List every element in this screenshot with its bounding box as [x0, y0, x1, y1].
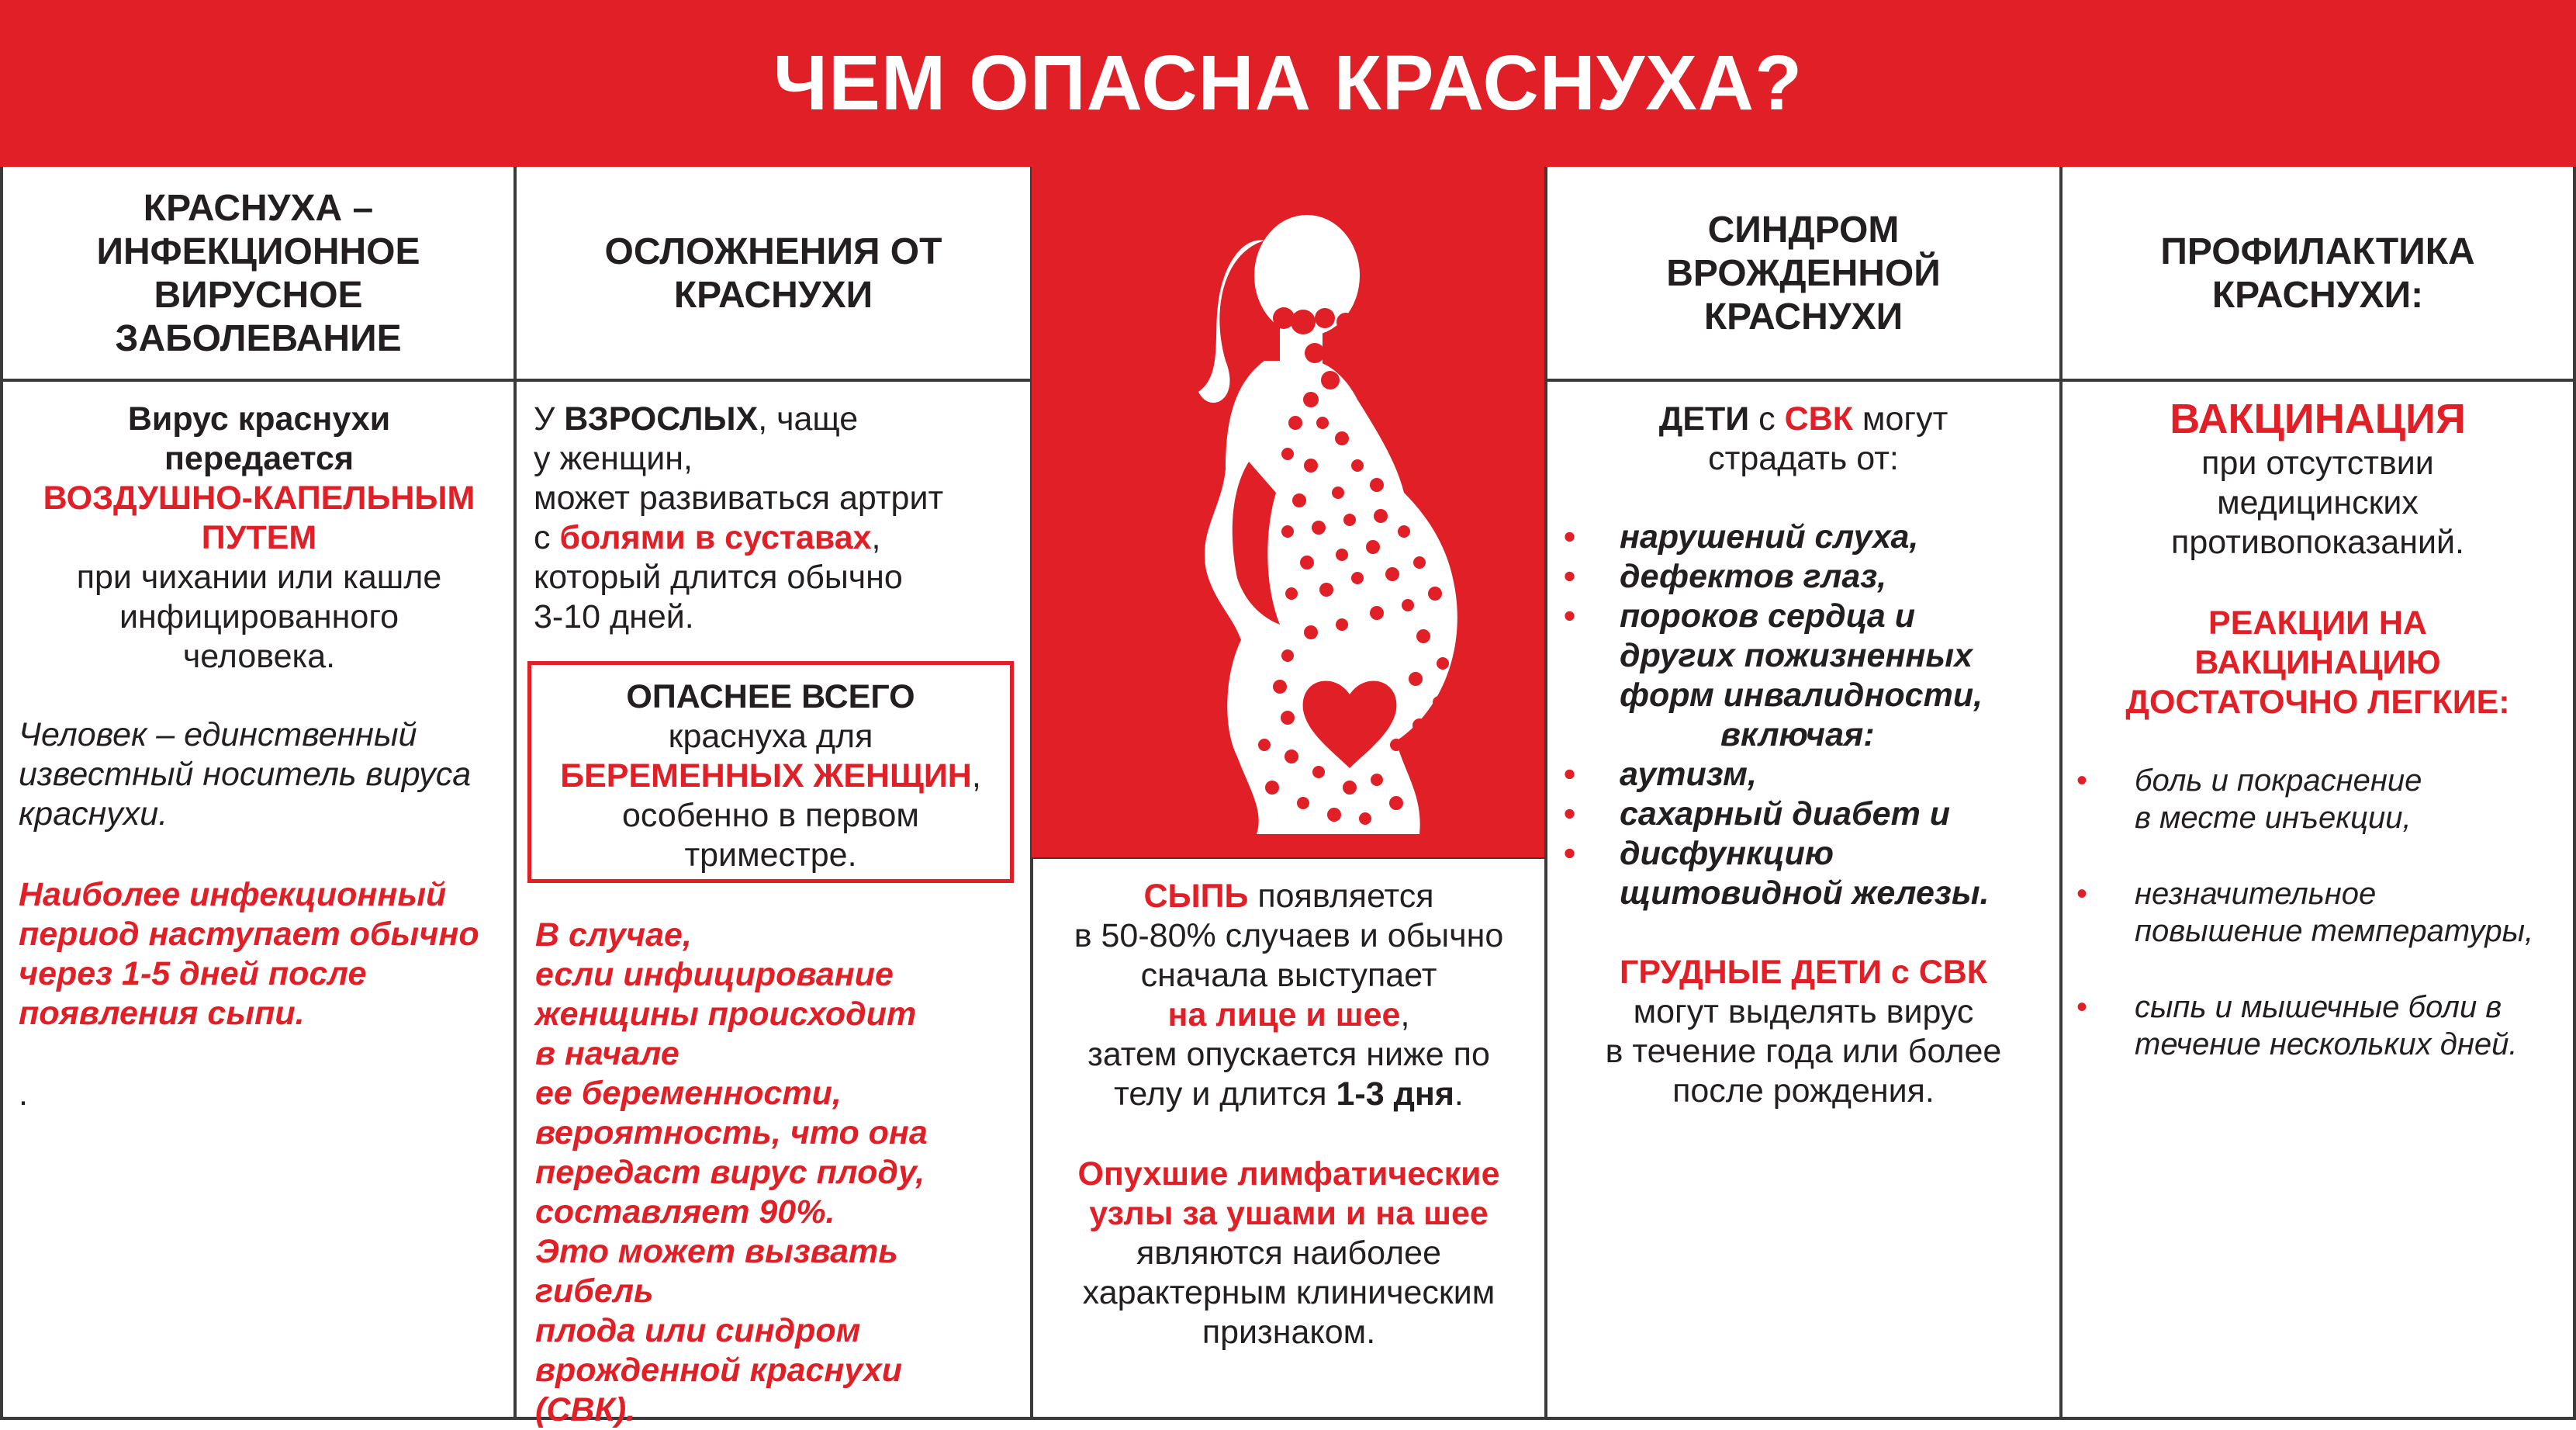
column-heading-prevention	[2063, 167, 2573, 380]
face-neck: на лице и шее	[1167, 996, 1401, 1034]
adults-bold: ВЗРОСЛЫХ	[564, 400, 759, 438]
text: ,	[1400, 996, 1410, 1034]
transmission-text	[8, 400, 510, 677]
crs-list	[1564, 518, 2054, 913]
rash-word: СЫПЬ	[1143, 878, 1249, 915]
text: .	[1454, 1075, 1464, 1113]
duration-line	[1035, 1075, 1543, 1114]
list-item	[1564, 755, 2054, 795]
text: затем опускается ниже по	[1087, 1036, 1490, 1073]
danger-title: ОПАСНЕЕ ВСЕГО	[626, 678, 915, 715]
dot-text: .	[19, 1075, 28, 1113]
lymph-nodes: Опухшие лимфатические узлы за ушами и на шее	[1077, 1155, 1500, 1232]
list-item	[1564, 518, 2054, 557]
list-item	[1564, 795, 2054, 834]
infectious-period-text: Наиболее инфекционный период наступает обычно через 1-5 дней после появления сыпи.	[19, 876, 479, 1032]
lymph-text	[1035, 1155, 1543, 1352]
list-item	[2076, 989, 2569, 1063]
text: у женщин,	[534, 440, 693, 477]
bullet-icon: •	[1564, 835, 1576, 872]
pain-line	[534, 518, 1022, 558]
list-item-text: незначительное повышение температуры,	[2135, 877, 2534, 948]
bullet-icon: •	[2076, 990, 2088, 1024]
heading-text: ПРОФИЛАКТИКА КРАСНУХИ:	[2160, 230, 2475, 316]
crs-abbr: СВК	[1784, 400, 1853, 438]
pregnant-line	[531, 757, 1010, 796]
text: телу и длится	[1114, 1075, 1336, 1113]
reactions-list	[2076, 762, 2569, 1063]
text: краснуха для	[668, 718, 873, 755]
crs-intro	[1547, 400, 2059, 479]
pregnancy-risk-text: В случае, если инфицирование женщины происходит в начале ее беременности, вероятность, что она передаст вирус плоду, составляет 90%. Это может вызвать гибель плода или синдром врожденной краснухи (СВК).	[535, 916, 928, 1428]
heading-text: СИНДРОМ ВРОЖДЕННОЙ КРАСНУХИ	[1666, 209, 1941, 338]
adults-line1	[534, 400, 1022, 439]
heading-text: ОСЛОЖНЕНИЯ ОТ КРАСНУХИ	[604, 230, 942, 316]
bullet-icon: •	[1564, 558, 1576, 595]
text: ,	[971, 757, 981, 795]
text: ,	[871, 519, 881, 556]
column-heading-complications	[517, 167, 1030, 380]
bullet-icon: •	[1564, 518, 1576, 556]
including-label: включая:	[1720, 716, 1875, 753]
list-item-text: аутизм,	[1620, 756, 1757, 793]
list-item	[1564, 597, 2054, 715]
list-item-text: дефектов глаз,	[1620, 558, 1887, 595]
bullet-icon: •	[1564, 597, 1576, 635]
carrier-text: Человек – единственный известный носитель вируса краснухи.	[19, 716, 472, 833]
bullet-icon: •	[2076, 877, 2088, 911]
column-heading-rubella	[3, 167, 513, 380]
text: являются наиболее характерным клиническим признаком.	[1082, 1234, 1495, 1351]
rash-line1	[1035, 877, 1543, 916]
transmits-line: передается	[164, 440, 354, 477]
text: У	[534, 400, 565, 438]
column-heading-crs	[1547, 167, 2059, 380]
text: особенно в первом триместре.	[622, 797, 919, 874]
list-item-text: сахарный диабет и	[1620, 795, 1951, 833]
bullet-icon: •	[1564, 756, 1576, 793]
reactions-title: РЕАКЦИИ НА ВАКЦИНАЦИЮ ДОСТАТОЧНО ЛЕГКИЕ:	[2125, 604, 2510, 721]
pregnant-women: БЕРЕМЕННЫХ ЖЕНЩИН	[560, 757, 972, 795]
text: который длится обычно	[534, 559, 903, 596]
text: , чаще	[758, 400, 859, 438]
text: 3-10 дней.	[534, 598, 694, 635]
text: страдать от:	[1708, 440, 1899, 477]
transmission-details: при чихании или кашле инфицированного человека.	[76, 559, 442, 675]
face-neck-line	[1035, 995, 1543, 1035]
text: в 50-80% случаев и обычно сначала выступает	[1074, 917, 1504, 994]
infants-text	[1547, 953, 2059, 1111]
list-item	[1564, 557, 2054, 597]
list-item-text: боль и покраснение в месте инъекции,	[2135, 763, 2422, 835]
vaccination-title: ВАКЦИНАЦИЯ	[2170, 396, 2466, 442]
text: могут	[1852, 400, 1948, 438]
list-item-text: сыпь и мышечные боли в течение нескольких дней.	[2135, 990, 2518, 1061]
list-item	[1564, 834, 2054, 913]
virus-line: Вирус краснухи	[127, 400, 391, 438]
children: ДЕТИ	[1658, 400, 1750, 438]
text: при отсутствии медицинских противопоказаний.	[2171, 445, 2464, 561]
text: с	[534, 519, 560, 556]
joint-pain: болями в суставах	[559, 519, 872, 556]
text: с	[1749, 400, 1785, 438]
danger-box	[527, 661, 1014, 883]
list-item	[2076, 875, 2569, 950]
airborne-route: ВОЗДУШНО-КАПЕЛЬНЫМ ПУТЕМ	[43, 480, 475, 556]
list-item-text: пороков сердца и других пожизненных форм инвалидности,	[1620, 597, 1983, 714]
infants-title: ГРУДНЫЕ ДЕТИ с СВК	[1619, 954, 1988, 991]
pregnant-woman-icon	[1032, 167, 1544, 857]
rash-text	[1035, 877, 1543, 1114]
vaccination-text	[2063, 394, 2573, 563]
text: появляется	[1248, 878, 1434, 915]
duration: 1-3 дня	[1336, 1075, 1454, 1113]
list-item-text: нарушений слуха,	[1620, 518, 1919, 556]
list-item-text: дисфункцию щитовидной железы.	[1620, 835, 1990, 912]
text: может развиваться артрит	[534, 480, 944, 517]
list-item	[2076, 762, 2569, 836]
bullet-icon: •	[2076, 763, 2088, 798]
adults-text	[534, 400, 1022, 637]
text: могут выделять вирус в течение года или более после рождения.	[1605, 993, 2002, 1110]
crs-intro-line	[1547, 400, 2059, 439]
heading-text: КРАСНУХА – ИНФЕКЦИОННОЕ ВИРУСНОЕ ЗАБОЛЕВАНИЕ	[96, 187, 420, 359]
bullet-icon: •	[1564, 795, 1576, 833]
page-title: ЧЕМ ОПАСНА КРАСНУХА?	[0, 0, 2576, 167]
